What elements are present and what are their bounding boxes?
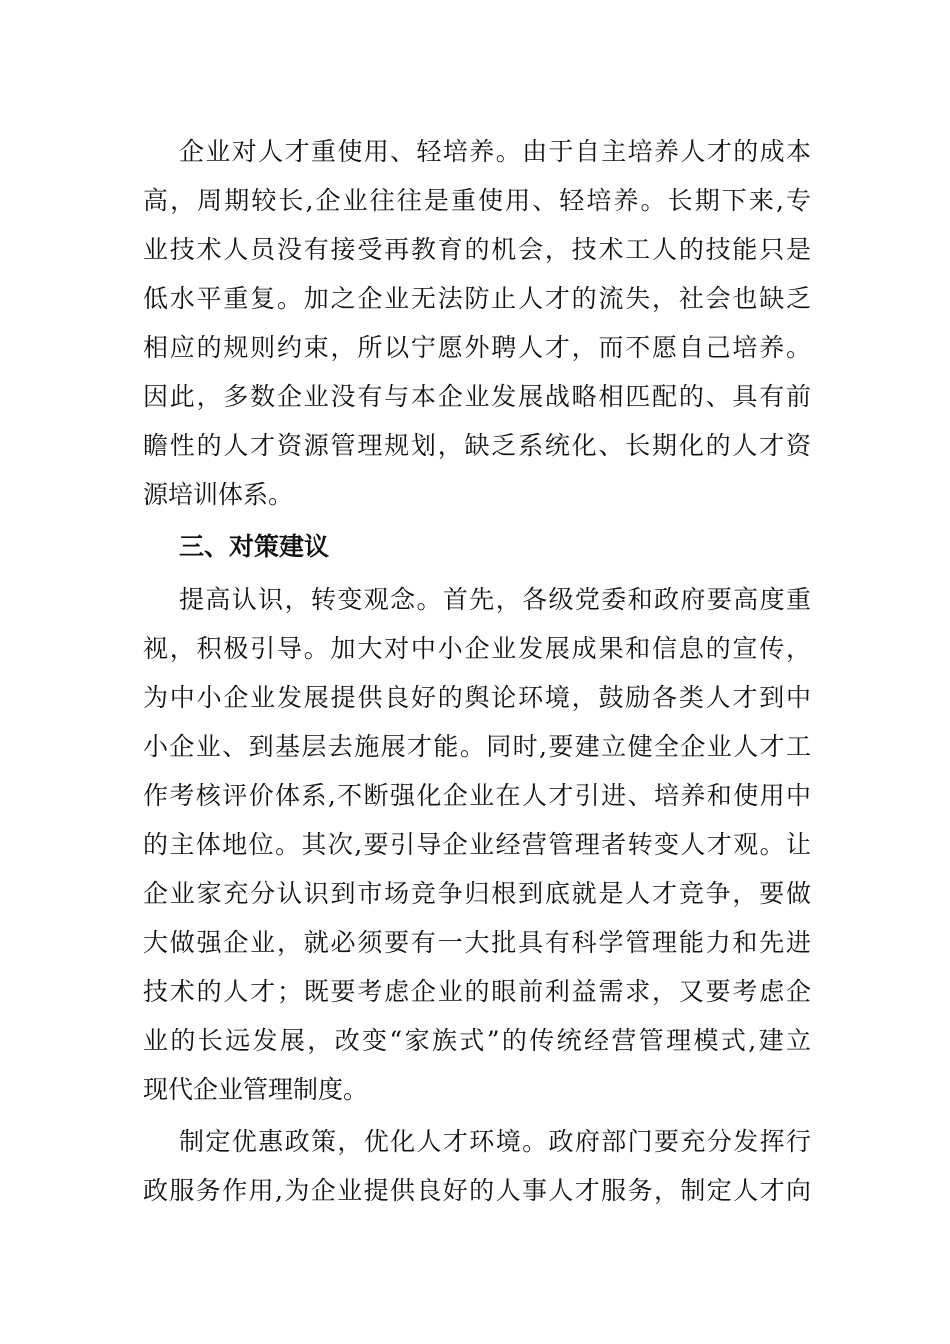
paragraph-2-line-10: 业的长远发展，改变“家族式”的传统经营管理模式,建立 (143, 1026, 811, 1055)
paragraph-1-line-6: 因此，多数企业没有与本企业发展战略相匹配的、具有前 (143, 382, 811, 411)
paragraph-1-line-3: 业技术人员没有接受再教育的机会，技术工人的技能只是 (143, 235, 811, 264)
paragraph-2-line-6: 的主体地位。其次,要引导企业经营管理者转变人才观。让 (143, 830, 811, 859)
paragraph-3-line-2: 政服务作用,为企业提供良好的人事人才服务，制定人才向 (143, 1176, 811, 1205)
paragraph-1-line-4: 低水平重复。加之企业无法防止人才的流失，社会也缺乏 (143, 284, 811, 313)
paragraph-3-line-1: 制定优惠政策，优化人才环境。政府部门要充分发挥行 (179, 1127, 811, 1156)
paragraph-1-line-7: 瞻性的人才资源管理规划，缺乏系统化、长期化的人才资 (143, 431, 811, 460)
paragraph-2-line-1: 提高认识，转变观念。首先，各级党委和政府要高度重 (179, 585, 811, 614)
paragraph-2-line-7: 企业家充分认识到市场竞争归根到底就是人才竞争，要做 (143, 879, 811, 908)
paragraph-2-line-3: 为中小企业发展提供良好的舆论环境，鼓励各类人才到中 (143, 683, 811, 712)
paragraph-2-line-2: 视，积极引导。加大对中小企业发展成果和信息的宣传， (143, 634, 811, 663)
paragraph-2-line-5: 作考核评价体系,不断强化企业在人才引进、培养和使用中 (143, 781, 811, 810)
paragraph-1-line-5: 相应的规则约束，所以宁愿外聘人才，而不愿自己培养。 (143, 333, 811, 362)
paragraph-2-line-8: 大做强企业，就必须要有一大批具有科学管理能力和先进 (143, 928, 811, 957)
paragraph-2-line-11: 现代企业管理制度。 (143, 1075, 369, 1104)
paragraph-1-line-8: 源培训体系。 (143, 480, 294, 509)
paragraph-2-line-4: 小企业、到基层去施展才能。同时,要建立健全企业人才工 (143, 732, 811, 761)
paragraph-1-line-2: 高，周期较长,企业往往是重使用、轻培养。长期下来,专 (143, 186, 811, 215)
section-heading: 三、对策建议 (179, 532, 330, 561)
paragraph-2-line-9: 技术的人才；既要考虑企业的眼前利益需求，又要考虑企 (143, 977, 811, 1006)
paragraph-1-line-1: 企业对人才重使用、轻培养。由于自主培养人才的成本 (179, 137, 811, 166)
